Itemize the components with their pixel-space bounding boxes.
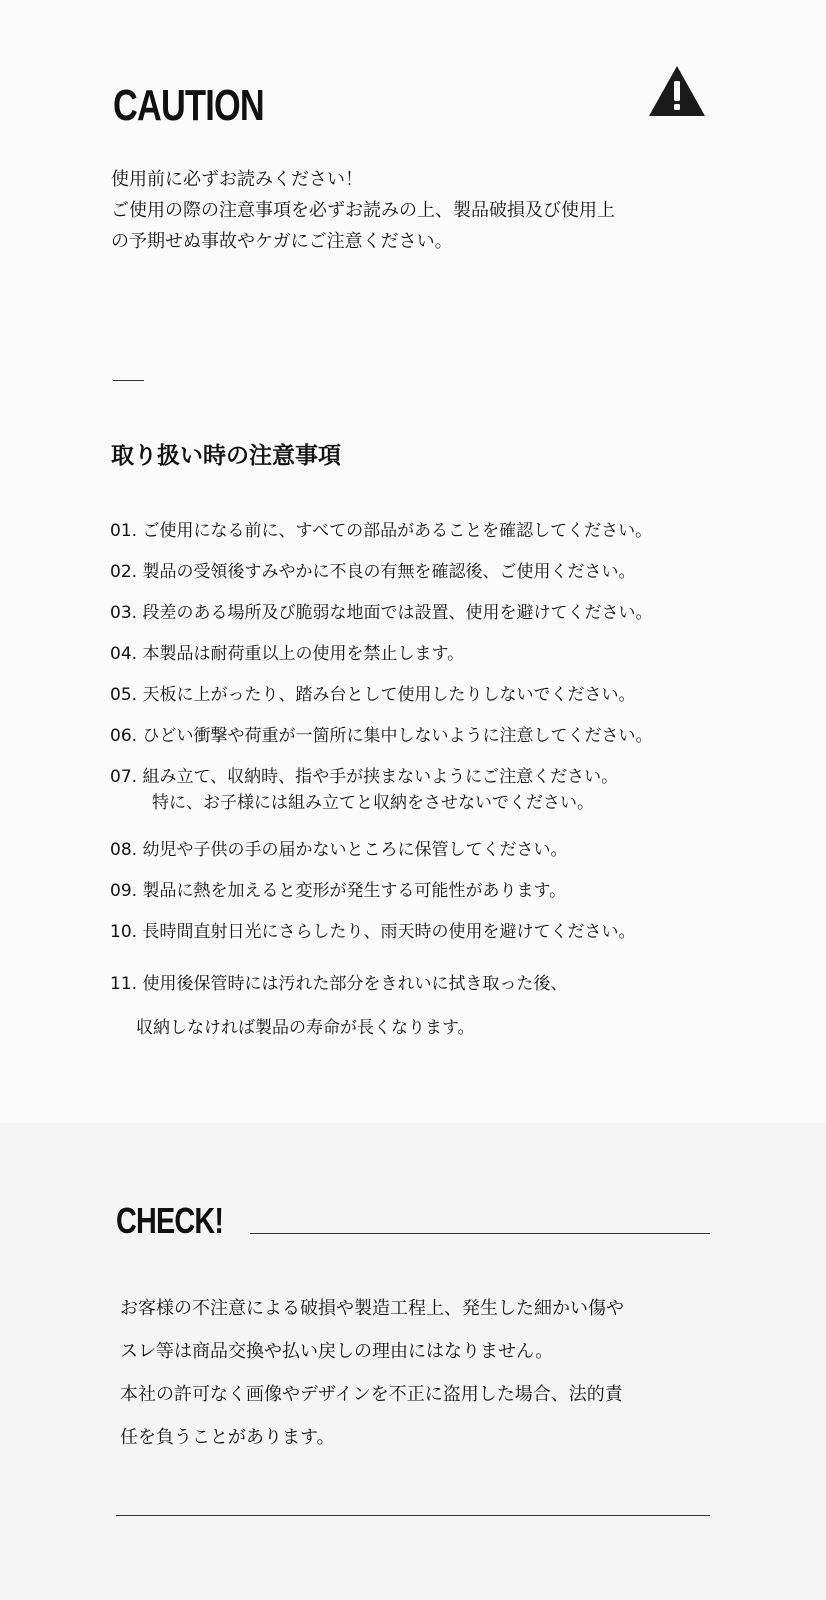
check-line: 任を負うことがあります。 xyxy=(120,1427,335,1448)
item-text-continued: 収納しなければ製品の寿命が長くなります。 xyxy=(136,1018,475,1038)
warning-triangle-icon xyxy=(647,64,707,118)
intro-line: 使用前に必ずお読みください！ xyxy=(111,169,363,190)
check-line: スレ等は商品交換や払い戻しの理由にはなりません。 xyxy=(120,1341,554,1362)
bottom-rule xyxy=(116,1515,710,1516)
item-text: 段差のある場所及び脆弱な地面では設置、使用を避けてください。 xyxy=(142,603,653,623)
list-item xyxy=(110,960,567,1052)
list-item xyxy=(110,723,652,749)
item-number: 07. xyxy=(110,767,138,787)
item-number: 11. xyxy=(110,974,138,994)
list-item xyxy=(110,764,618,816)
check-line: 本社の許可なく画像やデザインを不正に盗用した場合、法的責 xyxy=(120,1384,623,1405)
caution-intro xyxy=(111,164,751,257)
item-text: 製品の受領後すみやかに不良の有無を確認後、ご使用ください。 xyxy=(142,562,636,582)
caution-title: CAUTION xyxy=(113,81,264,130)
list-item xyxy=(110,919,635,945)
item-text: 使用後保管時には汚れた部分をきれいに拭き取った後、 xyxy=(142,974,568,994)
list-item xyxy=(110,837,567,863)
item-text: 長時間直射日光にさらしたり、雨天時の使用を避けてください。 xyxy=(142,922,636,942)
handling-title: 取り扱い時の注意事項 xyxy=(111,443,341,469)
list-item xyxy=(110,518,652,544)
item-text: 本製品は耐荷重以上の使用を禁止します。 xyxy=(142,644,465,664)
check-line: お客様の不注意による破損や製造工程上、発生した細かい傷や xyxy=(120,1298,624,1319)
intro-line: の予期せぬ事故やケガにご注意ください。 xyxy=(111,231,453,252)
item-number: 09. xyxy=(110,881,138,901)
item-text: 組み立て、収納時、指や手が挟まないようにご注意ください。 xyxy=(142,767,619,787)
item-text: 幼児や子供の手の届かないところに保管してください。 xyxy=(142,840,568,860)
list-item xyxy=(110,682,635,708)
item-number: 08. xyxy=(110,840,138,860)
item-number: 05. xyxy=(110,685,138,705)
item-text: 製品に熱を加えると変形が発生する可能性があります。 xyxy=(142,881,567,901)
item-number: 10. xyxy=(110,922,138,942)
check-title: CHECK! xyxy=(116,1200,224,1241)
list-item xyxy=(110,600,652,626)
list-item xyxy=(110,559,635,585)
item-number: 06. xyxy=(110,726,138,746)
check-title-rule xyxy=(250,1233,710,1234)
item-number: 04. xyxy=(110,644,138,664)
item-text: ひどい衝撃や荷重が一箇所に集中しないように注意してください。 xyxy=(142,726,653,746)
item-number: 02. xyxy=(110,562,138,582)
list-item xyxy=(110,641,464,667)
item-text: ご使用になる前に、すべての部品があることを確認してください。 xyxy=(142,521,653,541)
item-number: 01. xyxy=(110,521,138,541)
list-item xyxy=(110,878,566,904)
section-divider xyxy=(113,380,144,381)
item-number: 03. xyxy=(110,603,138,623)
item-text: 天板に上がったり、踏み台として使用したりしないでください。 xyxy=(142,685,636,705)
item-text-continued: 特に、お子様には組み立てと収納をさせないでください。 xyxy=(152,793,594,813)
intro-line: ご使用の際の注意事項を必ずお読みの上、製品破損及び使用上 xyxy=(111,200,615,221)
